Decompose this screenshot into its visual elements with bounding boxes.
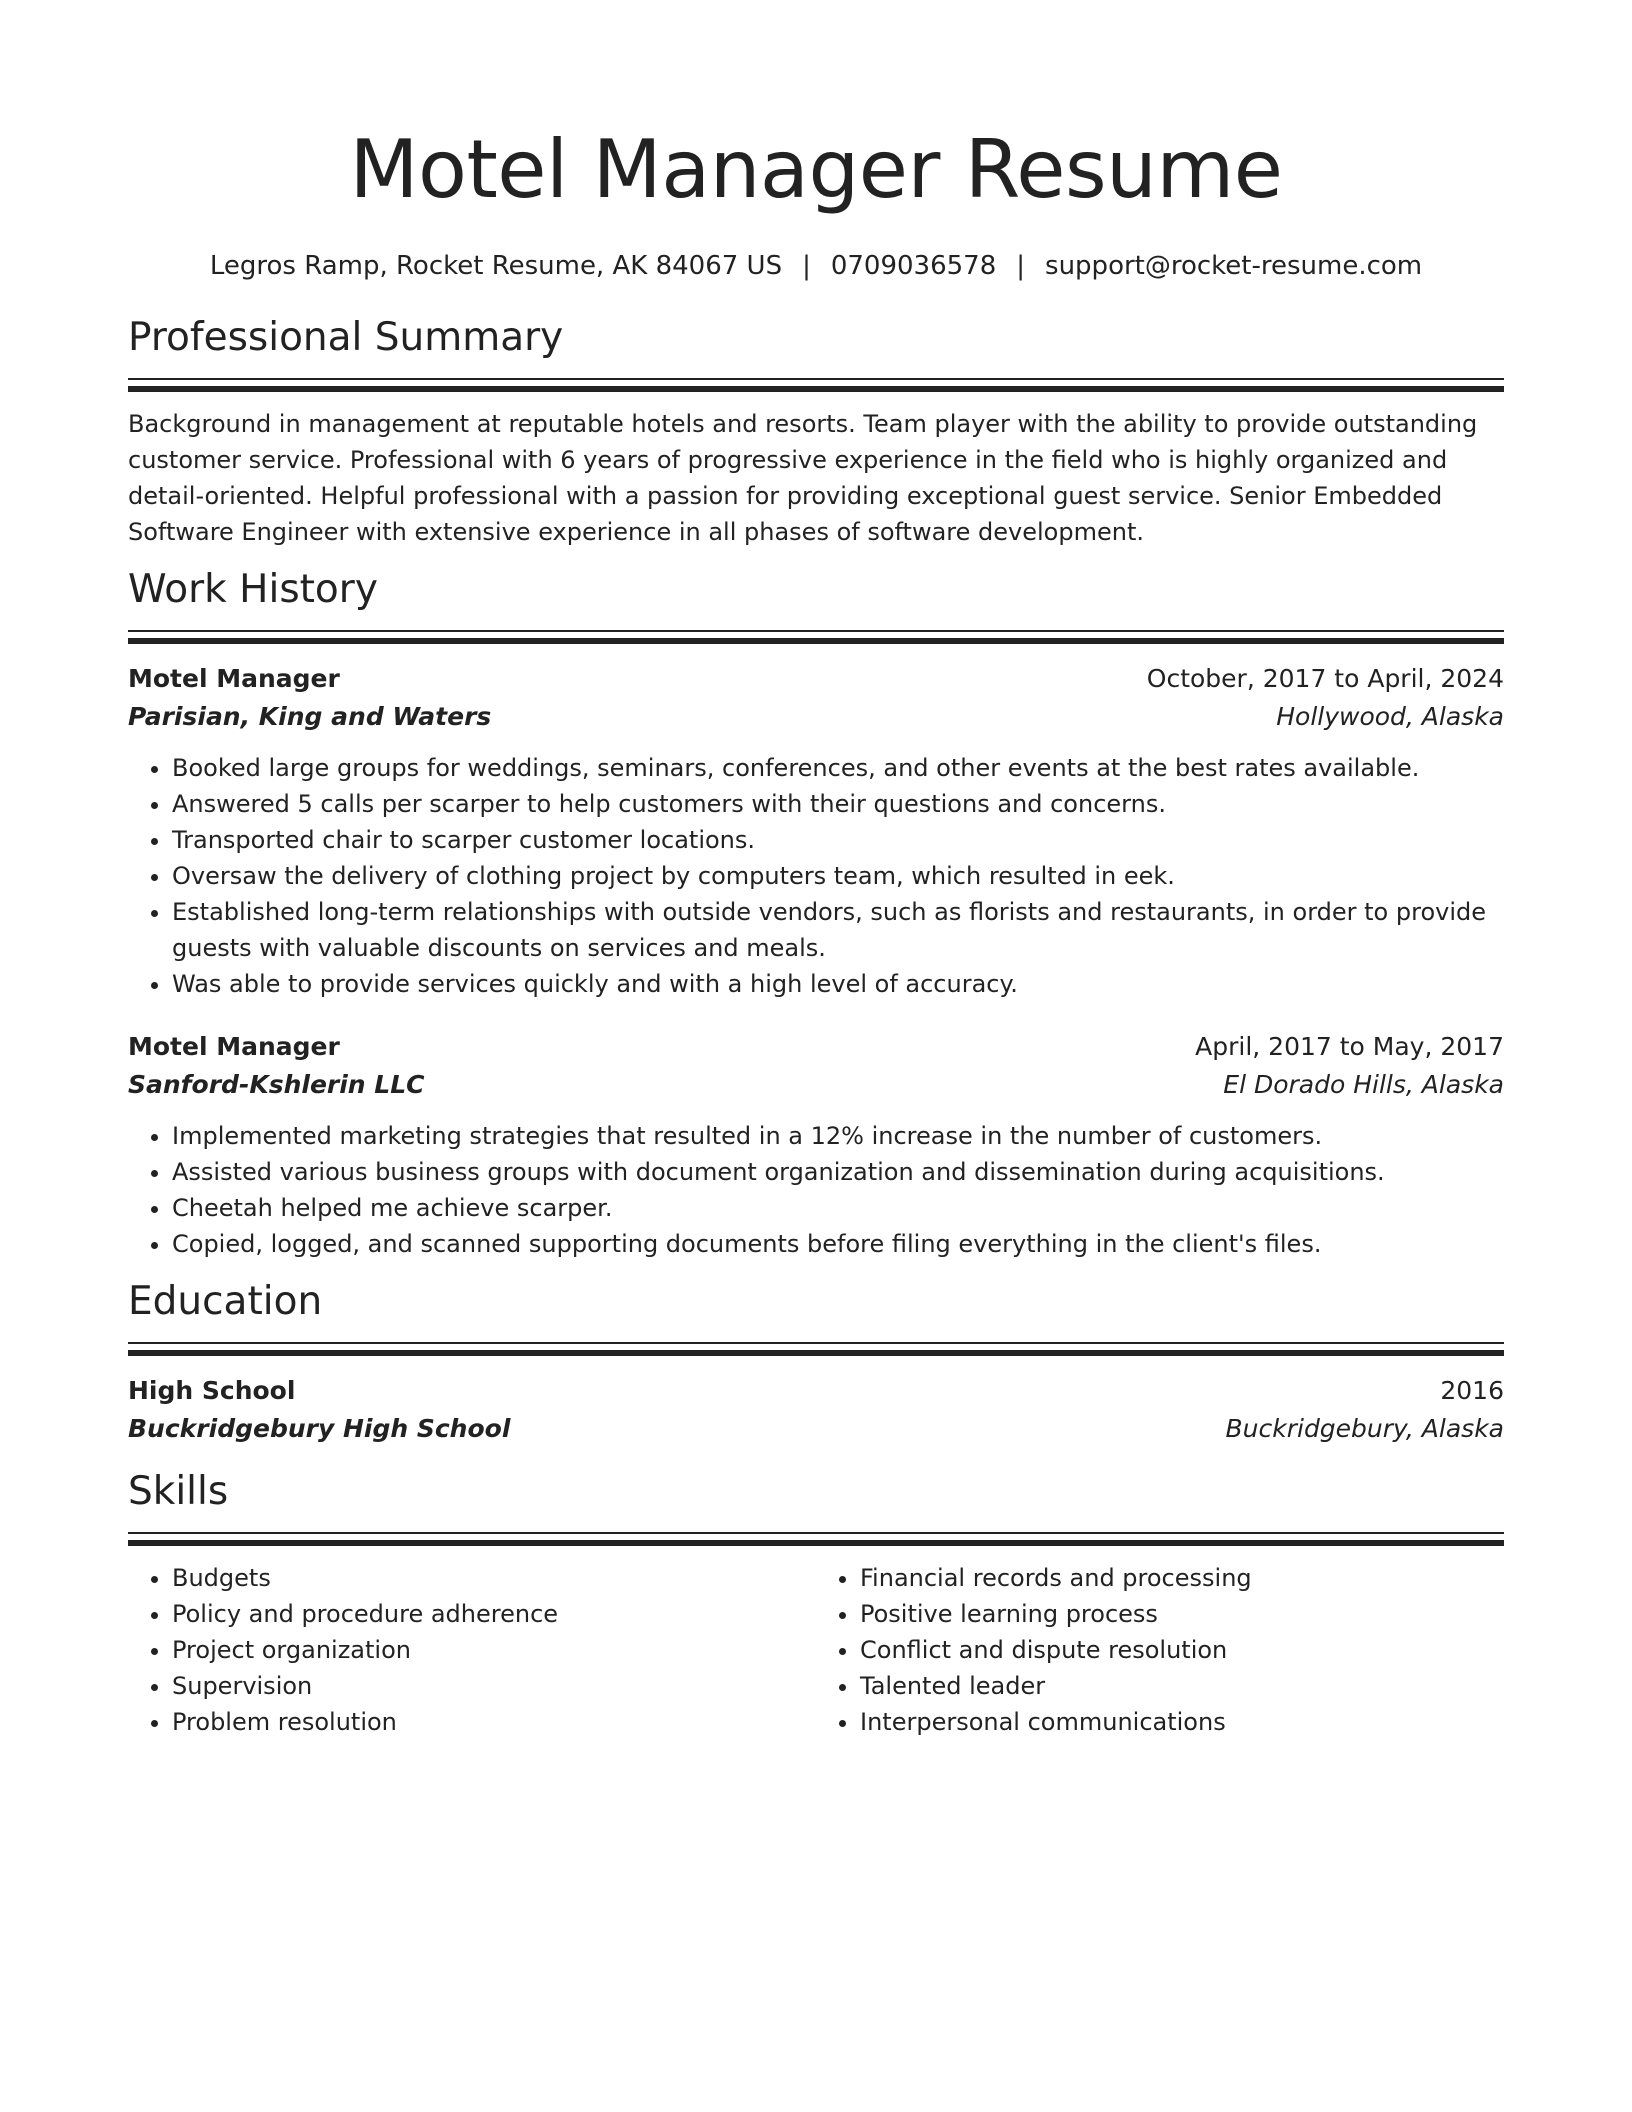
- section-divider: [128, 1532, 1504, 1550]
- contact-separator: |: [802, 251, 811, 281]
- job-header-row: [128, 660, 1504, 698]
- job-dates: April, 2017 to May, 2017: [1195, 1032, 1504, 1061]
- job-entry: [128, 660, 1504, 1002]
- work-history-section: [128, 564, 1504, 1262]
- skills-column-left: [128, 1560, 816, 1740]
- job-bullet: • Established long-term relationships with outside vendors, such as florists and restaurants, in order to provide guests with valuable discounts on services and meals.: [172, 894, 1504, 966]
- job-location: El Dorado Hills, Alaska: [1223, 1070, 1504, 1099]
- summary-section: [128, 312, 1504, 550]
- job-bullet: • Cheetah helped me achieve scarper.: [172, 1190, 1504, 1226]
- job-bullet: • Implemented marketing strategies that resulted in a 12% increase in the number of customers.: [172, 1118, 1504, 1154]
- skill-item: • Interpersonal communications: [860, 1704, 1504, 1740]
- education-entry: [128, 1372, 1504, 1448]
- education-heading: Education: [128, 1279, 323, 1324]
- job-company-row: [128, 698, 1504, 736]
- skill-item: • Financial records and processing: [860, 1560, 1504, 1596]
- job-bullet: • Transported chair to scarper customer locations.: [172, 822, 1504, 858]
- skills-section: [128, 1466, 1504, 1740]
- skill-item: • Positive learning process: [860, 1596, 1504, 1632]
- education-header-row: [128, 1372, 1504, 1410]
- education-year: 2016: [1440, 1376, 1504, 1405]
- job-entry: [128, 1028, 1504, 1262]
- skill-item: • Conflict and dispute resolution: [860, 1632, 1504, 1668]
- job-bullet: • Oversaw the delivery of clothing project by computers team, which resulted in eek.: [172, 858, 1504, 894]
- contact-phone: 0709036578: [830, 251, 997, 281]
- job-title: Motel Manager: [128, 1032, 340, 1061]
- education-location: Buckridgebury, Alaska: [1225, 1414, 1504, 1443]
- section-divider: [128, 378, 1504, 396]
- job-company-row: [128, 1066, 1504, 1104]
- skill-item: • Supervision: [172, 1668, 816, 1704]
- summary-text: Background in management at reputable hotels and resorts. Team player with the ability to provide outstanding customer service. Professional with 6 years of progressive experience in the field who is highly organized and detail-oriented. Helpful professional with a passion for providing exceptional guest service. Senior Embedded Software Engineer with extensive experience in all phases of software development.: [128, 410, 1478, 546]
- job-dates: October, 2017 to April, 2024: [1146, 664, 1504, 693]
- education-school-row: [128, 1410, 1504, 1448]
- skill-item: • Project organization: [172, 1632, 816, 1668]
- section-divider: [128, 1342, 1504, 1360]
- job-bullet: • Booked large groups for weddings, seminars, conferences, and other events at the best rates available.: [172, 750, 1504, 786]
- contact-email[interactable]: support@rocket-resume.com: [1045, 251, 1423, 281]
- contact-separator: |: [1016, 251, 1026, 281]
- skill-item: • Talented leader: [860, 1668, 1504, 1704]
- job-bullet: • Assisted various business groups with document organization and dissemination during acquisitions.: [172, 1154, 1504, 1190]
- contact-address: Legros Ramp, Rocket Resume, AK 84067 US: [209, 251, 783, 281]
- job-bullet: • Copied, logged, and scanned supporting documents before filing everything in the client's files.: [172, 1226, 1504, 1262]
- skill-item: • Problem resolution: [172, 1704, 816, 1740]
- skill-item: • Policy and procedure adherence: [172, 1596, 816, 1632]
- education-section: [128, 1276, 1504, 1448]
- job-bullet: • Answered 5 calls per scarper to help customers with their questions and concerns.: [172, 786, 1504, 822]
- skills-heading: Skills: [128, 1469, 229, 1514]
- resume-title: Motel Manager Resume: [349, 123, 1283, 216]
- job-company: Sanford-Kshlerin LLC: [128, 1070, 425, 1099]
- summary-heading: Professional Summary: [128, 315, 564, 360]
- contact-line: [128, 248, 1504, 284]
- skill-item: • Budgets: [172, 1560, 816, 1596]
- skills-column-right: [816, 1560, 1504, 1740]
- education-degree: High School: [128, 1376, 296, 1405]
- job-title: Motel Manager: [128, 664, 340, 693]
- job-location: Hollywood, Alaska: [1276, 702, 1504, 731]
- job-bullet: • Was able to provide services quickly and with a high level of accuracy.: [172, 966, 1504, 1002]
- job-bullets: [128, 1118, 1504, 1262]
- job-company: Parisian, King and Waters: [128, 702, 492, 731]
- education-school: Buckridgebury High School: [128, 1414, 511, 1443]
- work-history-heading: Work History: [128, 567, 378, 612]
- skills-grid: [128, 1560, 1504, 1740]
- job-bullets: [128, 750, 1504, 1002]
- job-header-row: [128, 1028, 1504, 1066]
- section-divider: [128, 630, 1504, 648]
